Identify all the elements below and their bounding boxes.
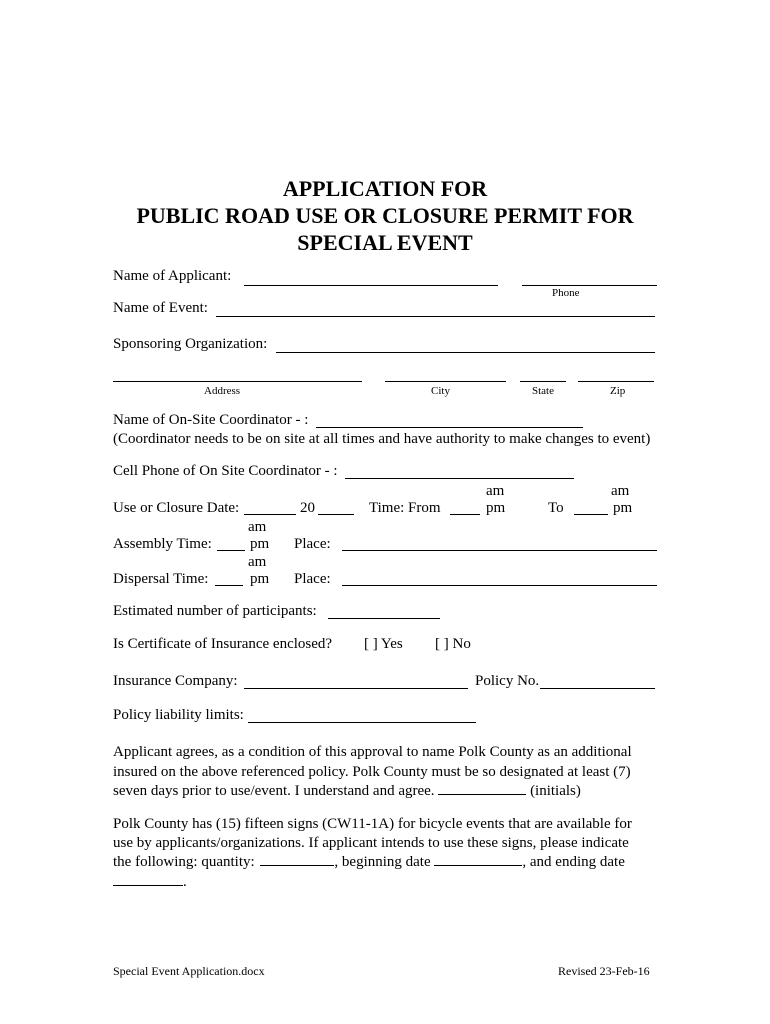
time-from-label: Time: From — [369, 500, 441, 516]
participants-label: Estimated number of participants: — [113, 603, 317, 619]
initials-field[interactable] — [438, 782, 526, 795]
title-line-1: APPLICATION FOR — [282, 176, 488, 201]
title-line-3: SPECIAL EVENT — [297, 230, 473, 255]
signs-line-2: use by applicants/organizations. If applicant intends to use these signs, please indicate — [113, 835, 629, 851]
dispersal-am-label: am — [248, 554, 267, 570]
assembly-am-label: am — [248, 519, 267, 535]
closure-date-label: Use or Closure Date: — [113, 500, 240, 516]
from-pm-label: pm — [486, 500, 506, 516]
beginning-date-field[interactable] — [434, 853, 522, 866]
address-field[interactable] — [113, 381, 362, 382]
assembly-place-label: Place: — [294, 536, 331, 552]
assembly-time-field[interactable] — [217, 550, 245, 551]
ending-date-label: , and ending date — [522, 854, 625, 870]
assembly-place-field[interactable] — [342, 550, 657, 551]
state-field[interactable] — [520, 381, 566, 382]
sponsor-label: Sponsoring Organization: — [113, 336, 268, 352]
yes-checkbox[interactable]: [ ] Yes — [364, 636, 403, 652]
to-am-label: am — [611, 483, 630, 499]
event-label: Name of Event: — [113, 300, 208, 316]
quantity-field[interactable] — [260, 853, 334, 866]
dispersal-time-field[interactable] — [215, 585, 243, 586]
city-caption: City — [431, 385, 450, 397]
signs-line-4 — [113, 872, 187, 892]
agreement-line-3-text: seven days prior to use/event. I understand and agree. — [113, 783, 435, 799]
insurance-question: Is Certificate of Insurance enclosed? — [113, 636, 333, 652]
dispersal-label: Dispersal Time: — [113, 571, 209, 587]
no-checkbox[interactable]: [ ] No — [435, 636, 471, 652]
signs-line-3 — [113, 852, 625, 872]
phone-caption: Phone — [552, 287, 580, 299]
coordinator-label: Name of On-Site Coordinator - : — [113, 412, 309, 428]
cell-field[interactable] — [345, 478, 574, 479]
address-caption: Address — [204, 385, 241, 397]
from-am-label: am — [486, 483, 505, 499]
policy-no-label: Policy No. — [475, 673, 540, 689]
beginning-date-label: , beginning date — [334, 854, 431, 870]
state-caption: State — [532, 385, 554, 397]
agreement-line-3 — [113, 781, 581, 801]
participants-field[interactable] — [328, 618, 440, 619]
initials-caption: (initials) — [530, 783, 581, 799]
liability-field[interactable] — [248, 722, 476, 723]
time-to-field[interactable] — [574, 514, 608, 515]
year-prefix: 20 — [300, 500, 315, 516]
phone-field[interactable] — [522, 285, 657, 286]
time-from-field[interactable] — [450, 514, 480, 515]
footer-revised: Revised 23-Feb-16 — [558, 964, 650, 978]
dispersal-place-label: Place: — [294, 571, 331, 587]
title-line-2: PUBLIC ROAD USE OR CLOSURE PERMIT FOR — [136, 203, 634, 228]
agreement-line-2: insured on the above referenced policy. Polk County must be so designated at least (7) — [113, 764, 631, 780]
zip-caption: Zip — [610, 385, 626, 397]
footer-filename: Special Event Application.docx — [113, 964, 265, 978]
ending-period: . — [183, 874, 187, 890]
applicant-field[interactable] — [244, 285, 498, 286]
assembly-label: Assembly Time: — [113, 536, 212, 552]
event-field[interactable] — [216, 316, 655, 317]
signs-line-1: Polk County has (15) fifteen signs (CW11-1A) for bicycle events that are available for — [113, 816, 632, 832]
applicant-label: Name of Applicant: — [113, 268, 232, 284]
dispersal-place-field[interactable] — [342, 585, 657, 586]
to-pm-label: pm — [613, 500, 633, 516]
sponsor-field[interactable] — [276, 352, 655, 353]
ending-date-field[interactable] — [113, 873, 183, 886]
closure-date-field[interactable] — [244, 514, 296, 515]
cell-label: Cell Phone of On Site Coordinator - : — [113, 463, 338, 479]
dispersal-pm-label: pm — [250, 571, 270, 587]
closure-year-field[interactable] — [318, 514, 354, 515]
liability-label: Policy liability limits: — [113, 707, 244, 723]
agreement-line-1: Applicant agrees, as a condition of this approval to name Polk County as an additional — [113, 744, 632, 760]
quantity-label: the following: quantity: — [113, 854, 255, 870]
to-label: To — [548, 500, 564, 516]
assembly-pm-label: pm — [250, 536, 270, 552]
city-field[interactable] — [385, 381, 506, 382]
insurance-company-field[interactable] — [244, 688, 468, 689]
coordinator-field[interactable] — [316, 427, 583, 428]
insurance-company-label: Insurance Company: — [113, 673, 238, 689]
coordinator-note: (Coordinator needs to be on site at all times and have authority to make changes to event) — [113, 431, 651, 447]
zip-field[interactable] — [578, 381, 654, 382]
policy-no-field[interactable] — [540, 688, 655, 689]
